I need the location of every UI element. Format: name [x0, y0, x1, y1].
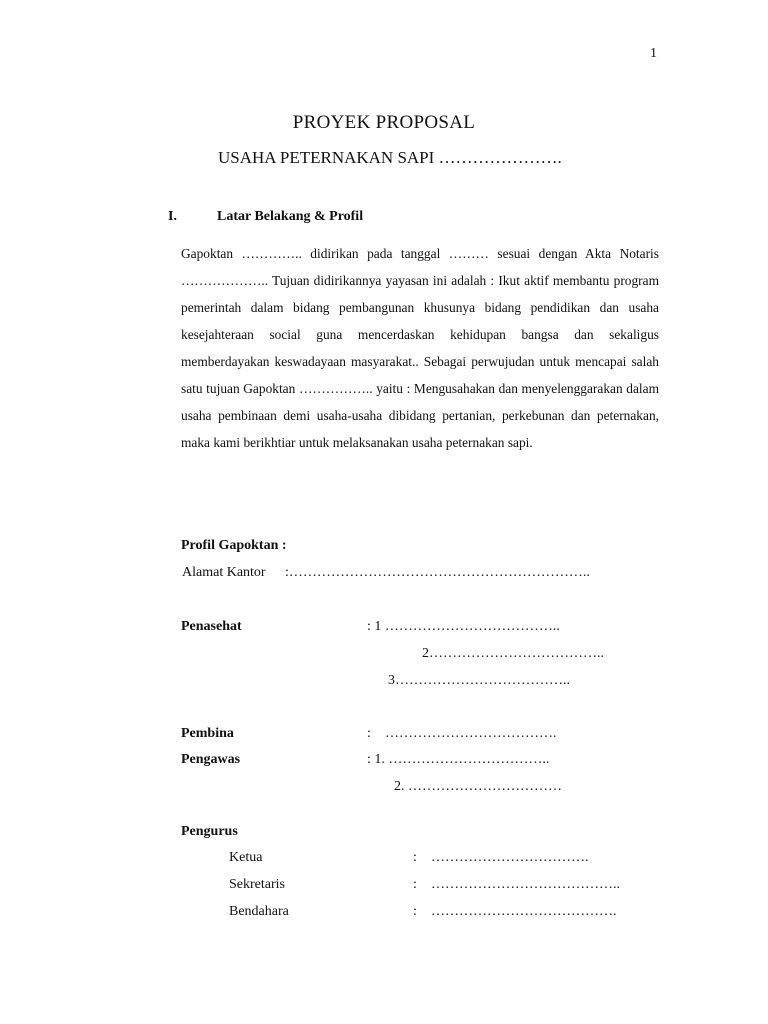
- sekretaris-value: …………………………………..: [431, 877, 620, 892]
- address-value: :………………………………………………………..: [285, 565, 590, 580]
- ketua-value: …………………………….: [431, 850, 589, 865]
- document-subtitle: USAHA PETERNAKAN SAPI ………………….: [218, 148, 562, 167]
- pembina-colon: :: [367, 726, 371, 741]
- pengawas-line-1: : 1. ……………………………..: [367, 752, 550, 767]
- penasehat-label: Penasehat: [181, 619, 242, 634]
- section-heading: Latar Belakang & Profil: [217, 209, 364, 224]
- bendahara-value: ………………………………….: [431, 904, 617, 919]
- bendahara-label: Bendahara: [229, 904, 289, 919]
- section-number: I.: [168, 209, 177, 224]
- pengawas-line-2: 2. ……………………………: [394, 779, 562, 794]
- sekretaris-label: Sekretaris: [229, 877, 285, 892]
- penasehat-line-1: : 1 ………………………………..: [367, 619, 560, 634]
- background-paragraph: Gapoktan ………….. didirikan pada tanggal ……… sesuai dengan Akta Notaris ……………….. Tujuan didirikannya yayasan ini adalah : Ikut aktif membantu program pemerintah dalam bidang pembangunan khusunya bidang pendidikan dan usaha kesejahteraan social guna mencerdaskan kehidupan bangsa dan sekaligus memberdayakan keswadayaan masyarakat.. Sebagai perwujudan untuk mencapai salah satu tujuan Gapoktan …………….. yaitu : Mengusahakan dan menyelenggarakan dalam usaha pembinaan demi usaha-usaha dibidang pertanian, perkebunan dan peternakan, maka kami berikhtiar untuk melaksanakan usaha peternakan sapi.: [181, 246, 659, 450]
- sekretaris-colon: :: [413, 877, 417, 892]
- penasehat-line-2: 2………………………………..: [422, 646, 604, 661]
- address-label: Alamat Kantor: [182, 565, 266, 580]
- pengurus-label: Pengurus: [181, 824, 238, 839]
- pembina-label: Pembina: [181, 726, 234, 741]
- profile-heading: Profil Gapoktan :: [181, 538, 287, 553]
- pembina-value: ……………………………….: [385, 726, 557, 741]
- page-number: 1: [650, 46, 657, 61]
- penasehat-line-3: 3………………………………..: [388, 673, 570, 688]
- ketua-label: Ketua: [229, 850, 263, 865]
- document-title: PROYEK PROPOSAL: [292, 112, 476, 133]
- bendahara-colon: :: [413, 904, 417, 919]
- pengawas-label: Pengawas: [181, 752, 241, 767]
- ketua-colon: :: [413, 850, 417, 865]
